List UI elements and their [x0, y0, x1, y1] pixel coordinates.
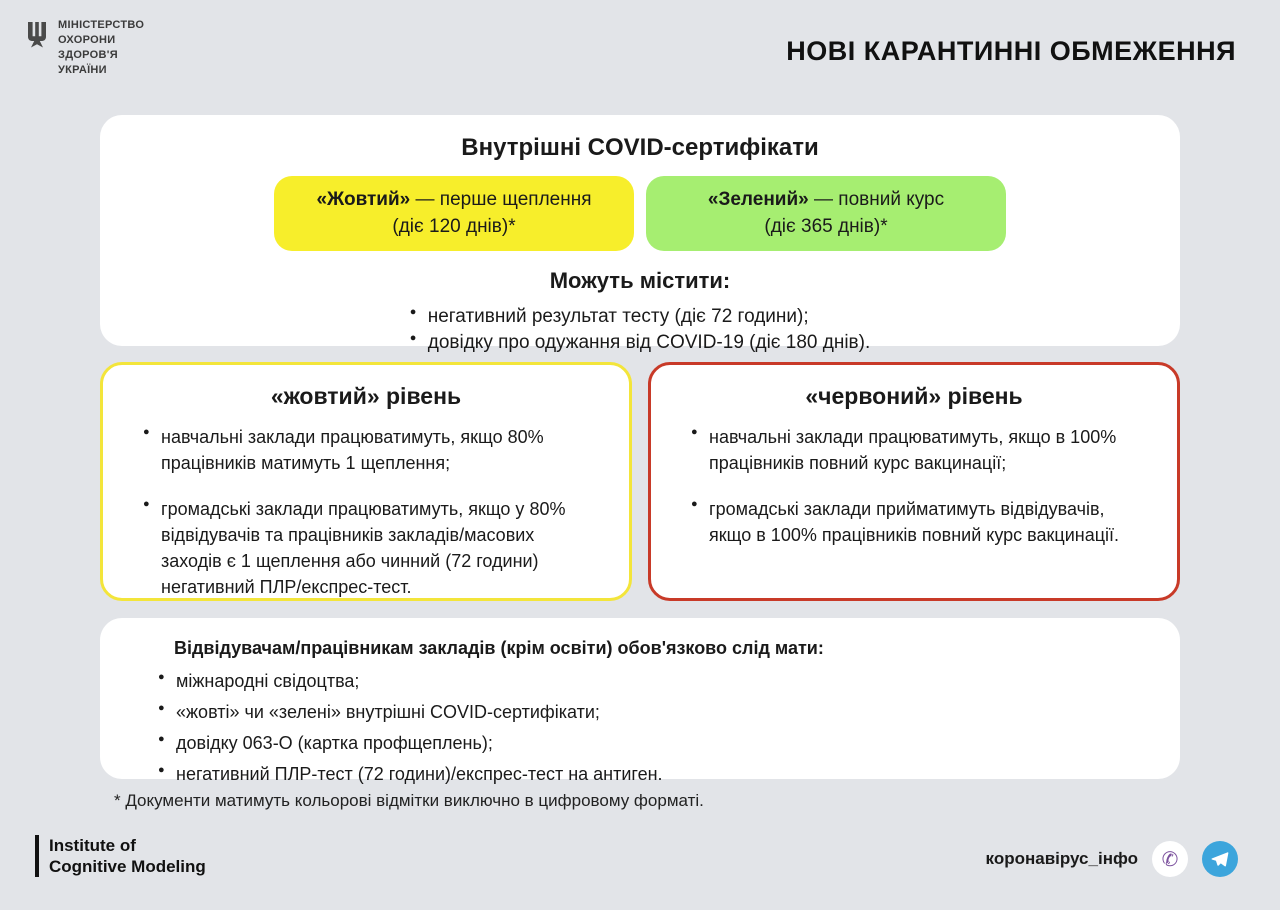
viber-icon: ✆: [1152, 841, 1188, 877]
institute-line: Institute of: [49, 836, 136, 855]
institute-name: [49, 835, 206, 878]
yellow-pill-line1: [304, 187, 604, 214]
channel-name: коронавірус_інфо: [985, 849, 1138, 868]
certificates-title: Внутрішні COVID-сертифікати: [461, 134, 819, 161]
trident-icon: [25, 20, 49, 54]
certificates-bullet-list: [410, 304, 871, 356]
institute-block: [35, 835, 206, 878]
yellow-pill-desc: — перше щеплення: [410, 189, 592, 210]
requirements-title: Відвідувачам/працівникам закладів (крім освіти) обов'язково слід мати:: [174, 638, 824, 658]
green-pill-line1: [676, 187, 976, 214]
ministry-line: УКРАЇНИ: [58, 63, 107, 76]
bullet-item: ● негативний ПЛР-тест (72 години)/експрес-тест на антиген.: [158, 761, 1140, 788]
yellow-level-bullet-list: [103, 410, 629, 601]
green-certificate-pill: [646, 176, 1006, 251]
institute-line: Cognitive Modeling: [49, 857, 206, 877]
red-level-card: [648, 362, 1180, 601]
red-level-bullet-list: [651, 410, 1177, 548]
ministry-line: ЗДОРОВ'Я: [58, 48, 118, 61]
page-title: НОВІ КАРАНТИННІ ОБМЕЖЕННЯ: [786, 36, 1236, 66]
bullet-item: ● довідку про одужання від COVID-19 (діє 180 днів).: [410, 330, 871, 356]
bullet-item: ● громадські заклади працюватимуть, якщо у 80% відвідувачів та працівників закладів/масових заходів є 1 щеплення або чинний (72 години) негативний ПЛР/експрес-тест.: [143, 496, 595, 600]
requirements-card: [100, 618, 1180, 784]
yellow-pill-name: «Жовтий»: [316, 189, 411, 210]
bullet-item: ● довідку 063-О (картка профщеплень);: [158, 730, 1140, 757]
telegram-plane-icon: [1210, 849, 1230, 869]
yellow-level-card: [100, 362, 632, 601]
yellow-pill-line2: (діє 120 днів)*: [392, 215, 516, 237]
telegram-icon: [1202, 841, 1238, 877]
ministry-name: [58, 18, 144, 77]
yellow-level-title: «жовтий» рівень: [270, 383, 462, 409]
requirements-bullet-list: [100, 659, 1180, 788]
bullet-item: ● міжнародні свідоцтва;: [158, 668, 1140, 695]
ministry-line: МІНІСТЕРСТВО: [58, 19, 145, 31]
bullet-item: ● навчальні заклади працюватимуть, якщо 80% працівників матимуть 1 щеплення;: [143, 424, 595, 476]
certificates-card: [100, 115, 1180, 354]
ministry-logo-block: [25, 18, 144, 77]
certificate-pills: [100, 176, 1180, 251]
green-pill-name: «Зелений»: [707, 189, 809, 210]
bullet-item: ● громадські заклади прийматимуть відвідувачів, якщо в 100% працівників повний курс вакцинації.: [691, 496, 1143, 548]
green-pill-desc: — повний курс: [808, 189, 945, 210]
bullet-item: ● «жовті» чи «зелені» внутрішні COVID-сертифікати;: [158, 699, 1140, 726]
bullet-item: ● навчальні заклади працюватимуть, якщо в 100% працівників повний курс вакцинації;: [691, 424, 1143, 476]
yellow-certificate-pill: [274, 176, 634, 251]
bullet-item: ● негативний результат тесту (діє 72 години);: [410, 304, 871, 330]
green-pill-line2: (діє 365 днів)*: [764, 215, 888, 237]
social-block: [986, 841, 1238, 877]
may-contain-subtitle: Можуть містити:: [549, 268, 731, 294]
institute-bar: [35, 835, 39, 877]
certificates-bullets-wrap: [100, 304, 1180, 356]
ministry-line: ОХОРОНИ: [58, 33, 116, 46]
footnote: * Документи матимуть кольорові відмітки виключно в цифровому форматі.: [114, 791, 704, 810]
red-level-title: «червоний» рівень: [805, 383, 1023, 409]
